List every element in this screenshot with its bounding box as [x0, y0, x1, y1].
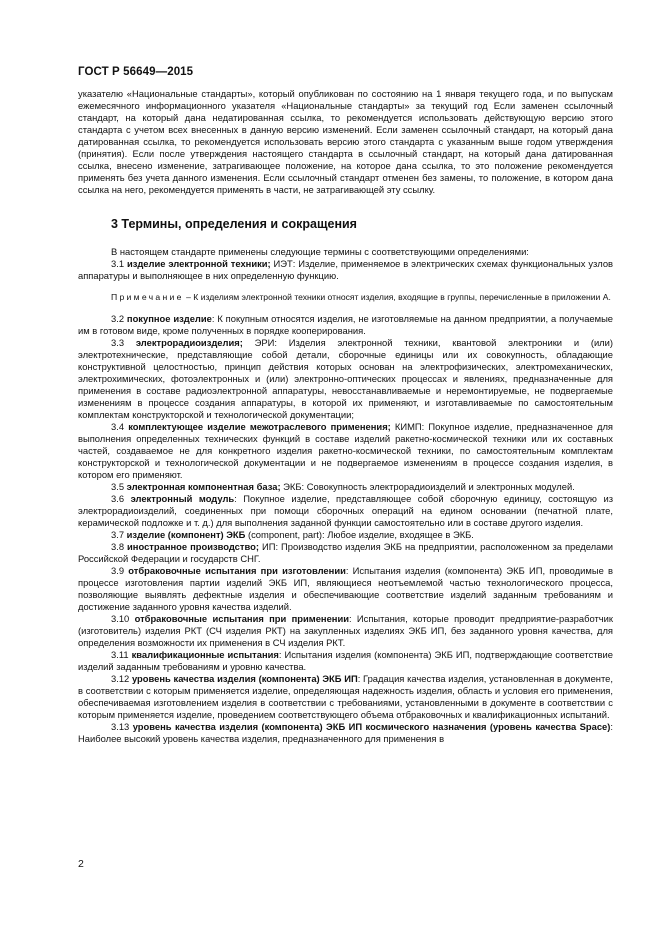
term-name: покупное изделие: [126, 313, 212, 324]
term-name: электронная компонентная база;: [126, 481, 281, 492]
term-3-10: 3.10 отбраковочные испытания при применении: Испытания, которые проводит предприятие-разработчик (изготовитель) изделия РКТ (СЧ изделия РКТ) на закупленных изделиях ЭКБ ИП, без заданного уровня качества, для определения возможности их применения в СЧ изделия РКТ.: [78, 613, 613, 648]
term-name: отбраковочные испытания при изготовлении: [128, 565, 346, 576]
term-name: отбраковочные испытания при применении: [134, 613, 349, 624]
term-3-13: 3.13 уровень качества изделия (компонента) ЭКБ ИП космического назначения (уровень качества Space): Наиболее высокий уровень качества изделия, предназначенного для применения в: [78, 721, 613, 744]
term-name: изделие (компонент) ЭКБ: [126, 529, 246, 540]
section-title: 3 Термины, определения и сокращения: [111, 217, 357, 231]
term-3-4: 3.4 комплектующее изделие межотраслевого применения; КИМП: Покупное изделие, предназначенное для выполнения определенных технических функций в составе изделий ракетно-космической техники или их составных частей, создаваемое не для конкретного изделия ракетно-космической техники, по самостоятельным комплектам конструкторской и технологической документации и не подвергаемое изменениям в процессе создания изделия, в котором его применяют.: [78, 421, 613, 480]
term-3-11: 3.11 квалификационные испытания: Испытания изделия (компонента) ЭКБ ИП, подтверждающие соответствие изделий заданным требованиям и уровню качества.: [78, 649, 613, 672]
term-name: иностранное производство;: [127, 541, 259, 552]
term-3-12: 3.12 уровень качества изделия (компонента) ЭКБ ИП: Градация качества изделия, установленная в документе, в соответствии с которым применяется изделие, определяющая надежность изделия, область и условия его применения, обеспечиваемая изготовлением изделия в соответствии с требованиями, установленными в документе в соответствии с которым применяется изделие, проведением соответствующего объема отбраковочных и квалификационных испытаний.: [78, 673, 613, 720]
document-header: ГОСТ Р 56649—2015: [78, 66, 194, 78]
term-name: электрорадиоизделия;: [135, 337, 243, 348]
term-3-5: 3.5 электронная компонентная база; ЭКБ: Совокупность электрорадиоизделий и электронных модулей.: [111, 481, 575, 492]
term-3-6: 3.6 электронный модуль: Покупное изделие, представляющее собой сборочную единицу, состоящую из электрорадиоизделий, соединенных при помощи сборочных операций на едином основании (печатной плате, керамической подложке и т. д.) для выполнения заданной функции самостоятельно или в составе другого изделия.: [78, 493, 614, 528]
term-name: уровень качества изделия (компонента) ЭКБ ИП космического назначения (уровень качества Space): [132, 721, 611, 732]
term-name: уровень качества изделия (компонента) ЭКБ ИП: [131, 673, 358, 684]
term-name: электронный модуль: [130, 493, 235, 504]
term-name: квалификационные испытания: [131, 649, 279, 660]
term-name: комплектующее изделие межотраслевого применения;: [128, 421, 391, 432]
term-3-2: 3.2 покупное изделие: К покупным относятся изделия, не изготовляемые на данном предприятии, а получаемые им в готовом виде, кроме полученных в порядке кооперирования.: [78, 313, 614, 336]
page-number: 2: [78, 858, 84, 870]
intro-paragraph: указателю «Национальные стандарты», который опубликован по состоянию на 1 января текущего года, и по выпускам ежемесячного информационного указателя «Национальные стандарты» за текущий год Если заменен ссылочный стандарт, на который дана недатированная ссылка, то рекомендуется использовать действующую версию этого стандарта с учетом всех внесенных в данную версию изменений. Если заменен ссылочный стандарт, на который дана датированная ссылка, то рекомендуется использовать версию этого стандарта с указанным выше годом утверждения (принятия). Если после утверждения настоящего стандарта в ссылочный стандарт, на который дана датированная ссылка, внесено изменение, затрагивающее положение, на которое дана ссылка, то это положение рекомендуется применять без учета данного изменения. Если ссылочный стандарт отменен без замены, то положение, в котором дана ссылка на него, рекомендуется применять в части, не затрагивающей эту ссылку.: [78, 88, 613, 195]
term-3-7: 3.7 изделие (компонент) ЭКБ (component, part): Любое изделие, входящее в ЭКБ.: [111, 529, 474, 540]
note-label: Примечание: [111, 292, 184, 302]
term-3-8: 3.8 иностранное производство; ИП: Производство изделия ЭКБ на предприятии, расположенном за пределами Российской Федерации и государств СНГ.: [78, 541, 614, 564]
note-paragraph: Примечание – К изделиям электронной техники относят изделия, входящие в группы, перечисленные в приложении А.: [111, 292, 611, 302]
document-body: [78, 88, 613, 745]
term-name: изделие электронной техники;: [126, 258, 271, 269]
term-3-3: 3.3 электрорадиоизделия; ЭРИ: Изделия электронной техники, квантовой электроники и (или) электротехнические, представляющие собой детали, сборочные единицы или их совокупность, обладающие конструктивной целостностью, принцип действия которых основан на электрофизических, электромеханических, электрохимических, фотоэлектронных и (или) электронно-оптических процессах и явлениях, предназначенные для применения в составе радиоэлектронной аппаратуры, невосстанавливаемые и неремонтируемые, не подвергаемые изменениям в процессе создания аппаратуры, в которой их применяют, и изготавливаемые по самостоятельным комплектам конструкторской и технологической документации;: [78, 337, 614, 420]
term-3-9: 3.9 отбраковочные испытания при изготовлении: Испытания изделия (компонента) ЭКБ ИП, проводимые в процессе изготовления партии изделий ЭКБ ИП, являющиеся неотъемлемой частью технологического процесса, позволяющие выявлять дефектные изделия и обеспечивающие соответствие изделий заданным требованиям и достижение заданного уровня качества изделий.: [78, 565, 614, 612]
term-3-1: 3.1 изделие электронной техники; ИЭТ: Изделие, применяемое в электрических схемах функциональных узлов аппаратуры и выполняющее в них определенную функцию.: [78, 258, 614, 281]
section-lead: В настоящем стандарте применены следующие термины с соответствующими определениями:: [111, 246, 529, 257]
